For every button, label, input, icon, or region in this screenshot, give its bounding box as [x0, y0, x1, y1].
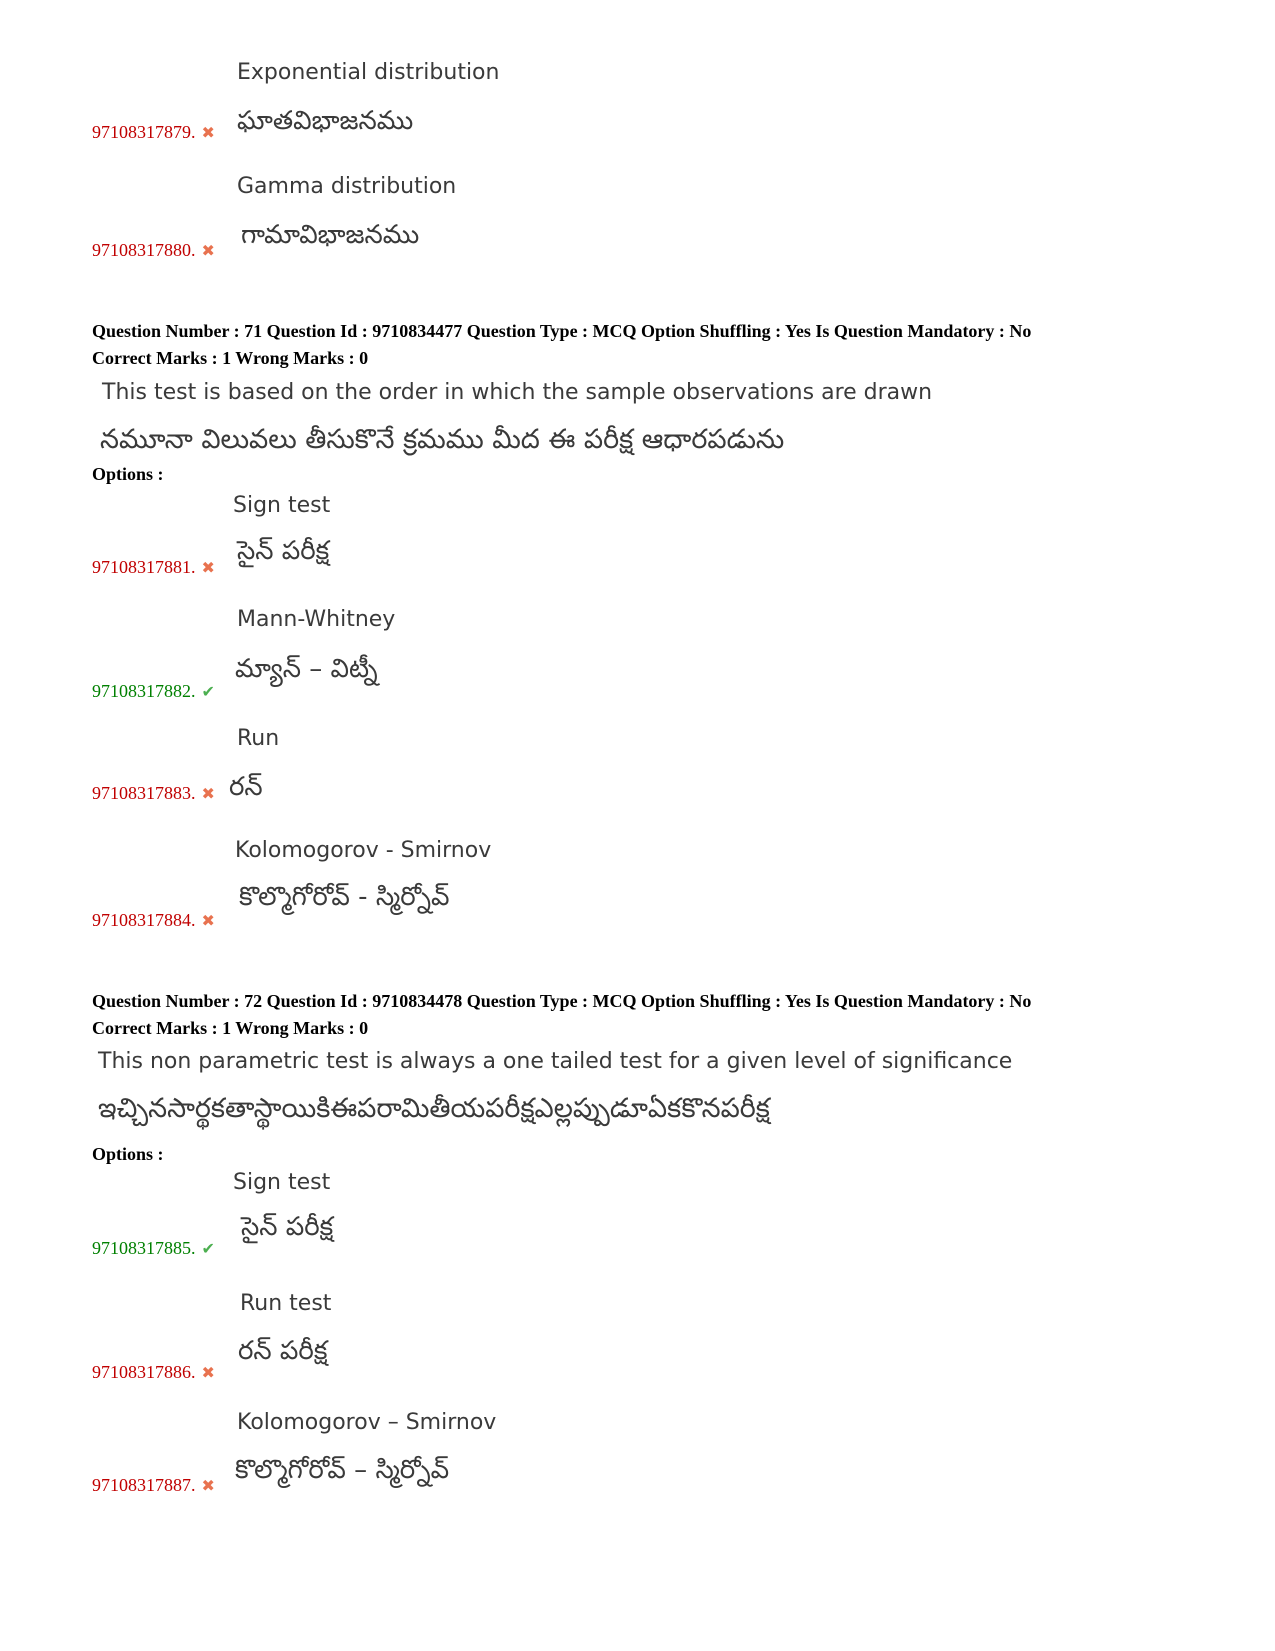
option-881-english: Sign test [233, 493, 331, 518]
question-72-text-telugu: ఇచ్చినసార్థకతాస్థాయికిఈపరామితీయపరీక్షఎల్లప్పుడూఏకకొనపరీక్ష [98, 1093, 770, 1124]
option-884-row [92, 910, 215, 931]
option-886-english: Run test [240, 1291, 332, 1316]
option-881-telugu: సైన్ పరీక్ష [237, 536, 330, 566]
question-71-header [92, 318, 1031, 372]
option-885-row [92, 1238, 215, 1259]
option-880-english: Gamma distribution [237, 174, 457, 199]
cross-icon: ✖ [201, 558, 215, 577]
option-879-telugu: ఘాతవిభాజనము [237, 106, 414, 136]
option-880-row [92, 240, 215, 261]
cross-icon: ✖ [201, 1476, 215, 1495]
cross-icon: ✖ [201, 241, 215, 260]
option-883-telugu: రన్ [229, 772, 263, 802]
question-72-header [92, 988, 1031, 1042]
option-884-id: 97108317884. [92, 910, 196, 930]
cross-icon: ✖ [201, 784, 215, 803]
option-883-english: Run [237, 726, 280, 751]
check-icon: ✔ [201, 1239, 215, 1258]
option-882-row [92, 681, 215, 702]
cross-icon: ✖ [201, 911, 215, 930]
option-884-telugu: కొల్మొగోరోవ్ - స్మిర్నోవ్ [239, 882, 450, 912]
option-883-row [92, 783, 215, 804]
question-72-header-line2: Correct Marks : 1 Wrong Marks : 0 [92, 1018, 369, 1038]
question-72-options-label: Options : [92, 1144, 164, 1164]
option-880-id: 97108317880. [92, 240, 196, 260]
option-882-telugu: మ్యాన్ – విట్నీ [235, 654, 378, 684]
option-887-id: 97108317887. [92, 1475, 196, 1495]
option-886-id: 97108317886. [92, 1362, 196, 1382]
option-883-id: 97108317883. [92, 783, 196, 803]
question-71-header-line2: Correct Marks : 1 Wrong Marks : 0 [92, 348, 369, 368]
option-886-row [92, 1362, 215, 1383]
option-879-id: 97108317879. [92, 122, 196, 142]
option-881-id: 97108317881. [92, 557, 196, 577]
question-71-text-english: This test is based on the order in which the sample observations are drawn [102, 380, 933, 405]
option-885-telugu: సైన్ పరీక్ష [241, 1212, 334, 1242]
option-879-row [92, 122, 215, 143]
question-71-options-label: Options : [92, 464, 164, 484]
option-887-telugu: కొల్మొగోరోవ్ – స్మిర్నోవ్ [235, 1455, 450, 1485]
option-885-english: Sign test [233, 1170, 331, 1195]
cross-icon: ✖ [201, 1363, 215, 1382]
option-879-english: Exponential distribution [237, 60, 500, 85]
question-72-header-line1: Question Number : 72 Question Id : 9710834478 Question Type : MCQ Option Shuffling : Yes Is Question Mandatory : No [92, 991, 1032, 1011]
option-884-english: Kolomogorov - Smirnov [235, 838, 492, 863]
option-887-english: Kolomogorov – Smirnov [237, 1410, 497, 1435]
option-886-telugu: రన్ పరీక్ష [238, 1336, 328, 1366]
option-880-telugu: గామావిభాజనము [241, 220, 420, 250]
option-882-english: Mann-Whitney [237, 607, 396, 632]
question-72-text-english: This non parametric test is always a one tailed test for a given level of significance [98, 1049, 1013, 1074]
check-icon: ✔ [201, 682, 215, 701]
option-887-row [92, 1475, 215, 1496]
question-71-header-line1: Question Number : 71 Question Id : 9710834477 Question Type : MCQ Option Shuffling : Yes Is Question Mandatory : No [92, 321, 1032, 341]
option-881-row [92, 557, 215, 578]
option-882-id: 97108317882. [92, 681, 196, 701]
cross-icon: ✖ [201, 123, 215, 142]
question-71-text-telugu: నమూనా విలువలు తీసుకొనే క్రమము మీద ఈ పరీక్ష ఆధారపడును [100, 424, 785, 455]
option-885-id: 97108317885. [92, 1238, 196, 1258]
